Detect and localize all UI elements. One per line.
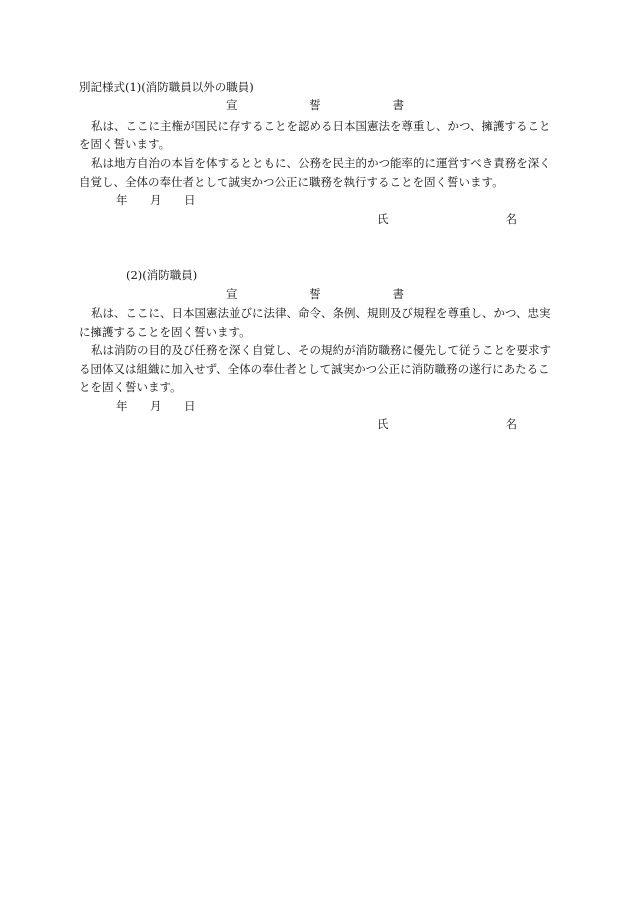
form1-title-char: 書 xyxy=(392,98,404,112)
form2-paragraph2-line3: とを固く誓います。 xyxy=(79,380,182,394)
form1-heading: 別記様式(1)(消防職員以外の職員) xyxy=(79,80,254,94)
form2-paragraph1-line2: に擁護することを固く誓います。 xyxy=(79,325,251,339)
form2-title-char: 宣 xyxy=(226,287,238,301)
form1-date-year: 年 xyxy=(116,193,128,207)
form1-date-month: 月 xyxy=(150,193,162,207)
form1-paragraph1-line2: を固く誓います。 xyxy=(79,137,171,151)
form1-title xyxy=(226,98,404,112)
form1-name-char: 氏 xyxy=(377,212,389,226)
form2-title-char: 書 xyxy=(392,287,404,301)
form1-name-char: 名 xyxy=(505,212,517,226)
form2-title xyxy=(226,287,404,301)
form2-date-day: 日 xyxy=(184,399,196,413)
form1-name-field xyxy=(377,212,517,226)
form2-name-field xyxy=(377,417,517,431)
form1-paragraph2-line2: 自覚し、全体の奉仕者として誠実かつ公正に職務を執行することを固く誓います。 xyxy=(79,175,504,189)
form2-name-char: 名 xyxy=(505,417,517,431)
form2-paragraph1-line1: 私は、ここに、日本国憲法並びに法律、命令、条例、規則及び規程を尊重し、かつ、忠実 xyxy=(91,306,551,320)
form2-heading: (2)(消防職員) xyxy=(126,268,198,282)
form2-title-char: 誓 xyxy=(309,287,321,301)
form1-title-char: 誓 xyxy=(309,98,321,112)
form2-paragraph2-line2: る団体又は組織に加入せず、全体の奉仕者として誠実かつ公正に消防職務の遂行にあたるこ xyxy=(79,362,550,376)
form2-paragraph2-line1: 私は消防の目的及び任務を深く自覚し、その規約が消防職務に優先して従うことを要求す xyxy=(91,343,551,357)
form2-date-month: 月 xyxy=(150,399,162,413)
form1-paragraph1-line1: 私は、ここに主権が国民に存することを認める日本国憲法を尊重し、かつ、擁護すること xyxy=(91,119,551,133)
form1-date-day: 日 xyxy=(184,193,196,207)
form1-paragraph2-line1: 私は地方自治の本旨を体するとともに、公務を民主的かつ能率的に運営すべき責務を深く xyxy=(91,156,551,170)
form2-name-char: 氏 xyxy=(377,417,389,431)
form1-title-char: 宣 xyxy=(226,98,238,112)
form2-date-year: 年 xyxy=(116,399,128,413)
